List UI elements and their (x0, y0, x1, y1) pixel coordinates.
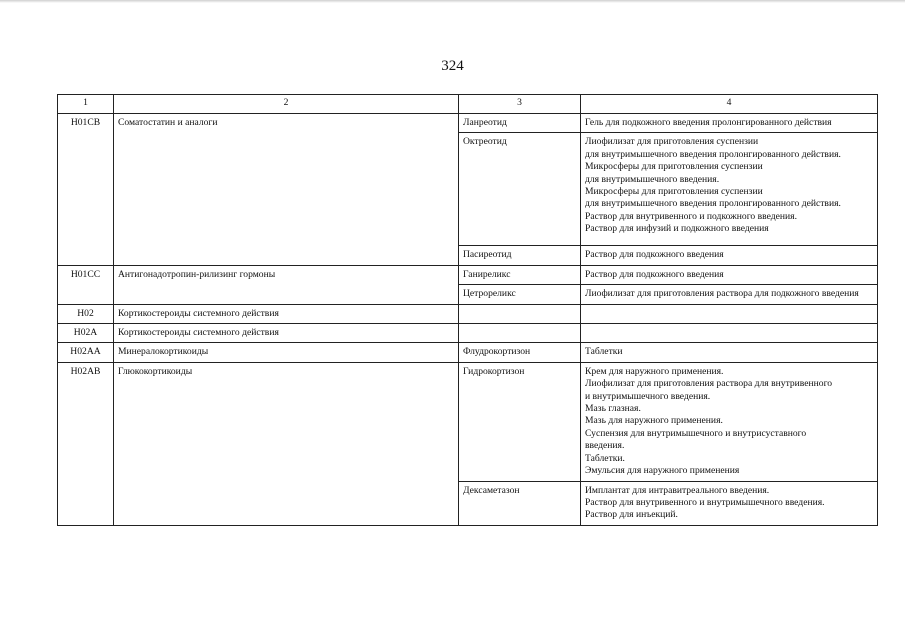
group-name: Кортикостероиды системного действия (114, 304, 459, 323)
dosage-form-line: Раствор для подкожного введения (585, 268, 724, 280)
drug-name: Гидрокортизон (459, 362, 581, 481)
dosage-form-line: Лиофилизат для приготовления суспензии (585, 136, 759, 148)
dosage-forms (581, 133, 878, 246)
dosage-forms (581, 481, 878, 525)
dosage-forms (581, 265, 878, 284)
table-row (58, 304, 878, 323)
group-name: Глюкокортикоиды (114, 362, 459, 525)
dosage-form-line: Крем для наружного применения. (585, 365, 724, 377)
drug-table (57, 94, 878, 526)
atc-code: H02AA (58, 343, 114, 362)
page-number: 324 (441, 58, 464, 74)
drug-name: Октреотид (459, 133, 581, 246)
table-row (58, 114, 878, 133)
group-name: Соматостатин и аналоги (114, 114, 459, 266)
dosage-form-line: Таблетки (585, 346, 623, 358)
dosage-forms (581, 285, 878, 304)
drug-name: Ганиреликс (459, 265, 581, 284)
column-header-4: 4 (581, 95, 878, 114)
dosage-form-line: Лиофилизат для приготовления раствора для подкожного введения (585, 288, 859, 300)
header-row (58, 95, 878, 114)
dosage-form-line: Раствор для внутривенного и внутримышечного введения. (585, 496, 825, 508)
dosage-form-line: Имплантат для интравитреального введения. (585, 484, 770, 496)
drug-name: Цетрореликс (459, 285, 581, 304)
scan-edge (0, 0, 905, 3)
dosage-form-line: Лиофилизат для приготовления раствора для внутривенного (585, 378, 833, 390)
dosage-form-line: введения. (585, 440, 625, 452)
dosage-form-line: для внутримышечного введения. (585, 173, 720, 185)
dosage-form-line: Раствор для инфузий и подкожного введения (585, 223, 769, 235)
table-row (58, 343, 878, 362)
table-row (58, 362, 878, 481)
dosage-form-line: Микросферы для приготовления суспензии (585, 186, 763, 198)
dosage-form-line: Мазь глазная. (585, 403, 641, 415)
column-header-2: 2 (114, 95, 459, 114)
group-name: Кортикостероиды системного действия (114, 324, 459, 343)
drug-name-empty (459, 324, 581, 343)
dosage-form-line: Мазь для наружного применения. (585, 415, 723, 427)
dosage-form-line: и внутримышечного введения. (585, 390, 711, 402)
table-row (58, 324, 878, 343)
dosage-form-line: Гель для подкожного введения пролонгированного действия (585, 117, 832, 128)
atc-code: H02A (58, 324, 114, 343)
column-header-1: 1 (58, 95, 114, 114)
drug-name: Дексаметазон (459, 481, 581, 525)
dosage-form-line: Микросферы для приготовления суспензии (585, 161, 763, 173)
table-row (58, 265, 878, 284)
group-name: Антигонадотропин-рилизинг гормоны (114, 265, 459, 304)
dosage-form-line: Раствор для инъекций. (585, 509, 678, 521)
atc-code: H02 (58, 304, 114, 323)
drug-name: Ланреотид (459, 114, 581, 133)
drug-name: Пасиреотид (459, 246, 581, 265)
dosage-form-line: Суспензия для внутримышечного и внутрисуставного (585, 427, 807, 439)
dosage-form-line: для внутримышечного введения пролонгированного действия. (585, 198, 841, 210)
atc-code: H01CB (58, 114, 114, 266)
atc-code: H02AB (58, 362, 114, 525)
drug-name: Флудрокортизон (459, 343, 581, 362)
dosage-form-line: Таблетки. (585, 452, 625, 464)
atc-code: H01CC (58, 265, 114, 304)
dosage-forms (581, 362, 878, 481)
dosage-forms-empty (581, 304, 878, 323)
dosage-form-line: Раствор для внутривенного и подкожного введения. (585, 210, 797, 222)
dosage-forms-empty (581, 324, 878, 343)
dosage-form-line: Раствор для подкожного введения (585, 249, 724, 261)
column-header-3: 3 (459, 95, 581, 114)
drug-name-empty (459, 304, 581, 323)
dosage-forms (581, 114, 878, 133)
dosage-forms (581, 246, 878, 265)
dosage-forms (581, 343, 878, 362)
dosage-form-line: для внутримышечного введения пролонгированного действия. (585, 148, 841, 160)
group-name: Минералокортикоиды (114, 343, 459, 362)
dosage-form-line: Эмульсия для наружного применения (585, 465, 740, 477)
